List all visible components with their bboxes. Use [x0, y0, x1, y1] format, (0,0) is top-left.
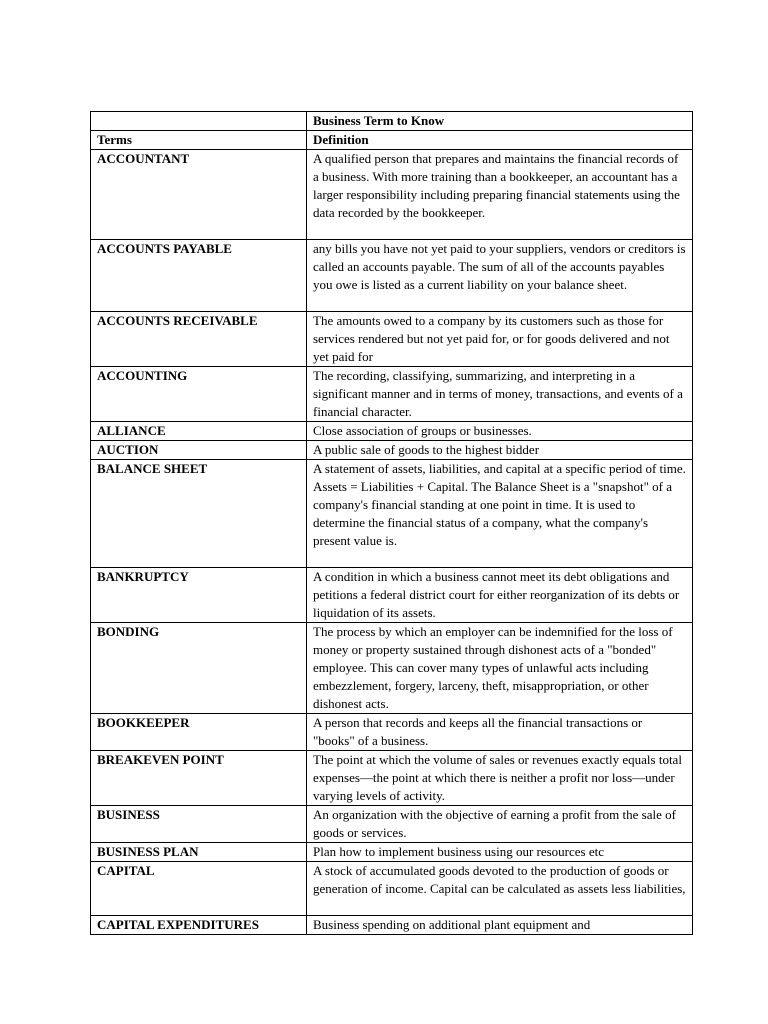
caption-row — [91, 112, 693, 131]
definition-cell: An organization with the objective of earning a profit from the sale of goods or services. — [307, 806, 693, 843]
term-cell: BREAKEVEN POINT — [91, 751, 307, 806]
term-cell: BUSINESS — [91, 806, 307, 843]
term-cell: BALANCE SHEET — [91, 460, 307, 568]
definition-cell: The recording, classifying, summarizing, and interpreting in a significant manner and in terms of money, transactions, and events of a financial character. — [307, 367, 693, 422]
definition-cell: A person that records and keeps all the financial transactions or "books" of a business. — [307, 714, 693, 751]
table-row — [91, 843, 693, 862]
header-row — [91, 131, 693, 150]
term-cell: ACCOUNTING — [91, 367, 307, 422]
definition-cell: A qualified person that prepares and maintains the financial records of a business. With more training than a bookkeeper, an accountant has a larger responsibility including preparing financial statements using the data recorded by the bookkeeper. — [307, 150, 693, 240]
definition-cell: The amounts owed to a company by its customers such as those for services rendered but not yet paid for, or for goods delivered and not yet paid for — [307, 312, 693, 367]
term-cell: BUSINESS PLAN — [91, 843, 307, 862]
definition-cell: any bills you have not yet paid to your suppliers, vendors or creditors is called an accounts payable. The sum of all of the accounts payables you owe is listed as a current liability on your balance sheet. — [307, 240, 693, 312]
term-cell: ACCOUNTS RECEIVABLE — [91, 312, 307, 367]
table-caption: Business Term to Know — [307, 112, 693, 131]
term-cell: ACCOUNTANT — [91, 150, 307, 240]
definition-cell: The process by which an employer can be indemnified for the loss of money or property sustained through dishonest acts of a "bonded" employee. This can cover many types of unlawful acts including embezzlement, forgery, larceny, theft, misappropriation, or other dishonest acts. — [307, 623, 693, 714]
term-cell: AUCTION — [91, 441, 307, 460]
definition-header: Definition — [307, 131, 693, 150]
terms-header: Terms — [91, 131, 307, 150]
table-row — [91, 150, 693, 240]
table-row — [91, 714, 693, 751]
definition-cell: Plan how to implement business using our resources etc — [307, 843, 693, 862]
definition-cell: Business spending on additional plant equipment and — [307, 916, 693, 935]
glossary-table — [90, 111, 693, 935]
table-row — [91, 441, 693, 460]
definition-cell: A condition in which a business cannot meet its debt obligations and petitions a federal district court for either reorganization of its debts or liquidation of its assets. — [307, 568, 693, 623]
term-cell: BANKRUPTCY — [91, 568, 307, 623]
term-cell: BOOKKEEPER — [91, 714, 307, 751]
table-row — [91, 623, 693, 714]
definition-cell: Close association of groups or businesses. — [307, 422, 693, 441]
term-cell: CAPITAL — [91, 862, 307, 916]
definition-cell: A stock of accumulated goods devoted to the production of goods or generation of income. Capital can be calculated as assets less liabilities, — [307, 862, 693, 916]
definition-cell: The point at which the volume of sales or revenues exactly equals total expenses—the point at which there is neither a profit nor loss—under varying levels of activity. — [307, 751, 693, 806]
table-row — [91, 568, 693, 623]
term-cell: ALLIANCE — [91, 422, 307, 441]
term-cell: ACCOUNTS PAYABLE — [91, 240, 307, 312]
term-cell: BONDING — [91, 623, 307, 714]
caption-blank-cell — [91, 112, 307, 131]
table-row — [91, 806, 693, 843]
table-row — [91, 916, 693, 935]
table-row — [91, 312, 693, 367]
definition-cell: A statement of assets, liabilities, and capital at a specific period of time. Assets = Liabilities + Capital. The Balance Sheet is a "snapshot" of a company's financial standing at one point in time. It is used to determine the financial status of a company, what the company's present value is. — [307, 460, 693, 568]
table-row — [91, 751, 693, 806]
table-row — [91, 240, 693, 312]
term-cell: CAPITAL EXPENDITURES — [91, 916, 307, 935]
table-row — [91, 862, 693, 916]
definition-cell: A public sale of goods to the highest bidder — [307, 441, 693, 460]
table-row — [91, 367, 693, 422]
table-row — [91, 422, 693, 441]
table-row — [91, 460, 693, 568]
